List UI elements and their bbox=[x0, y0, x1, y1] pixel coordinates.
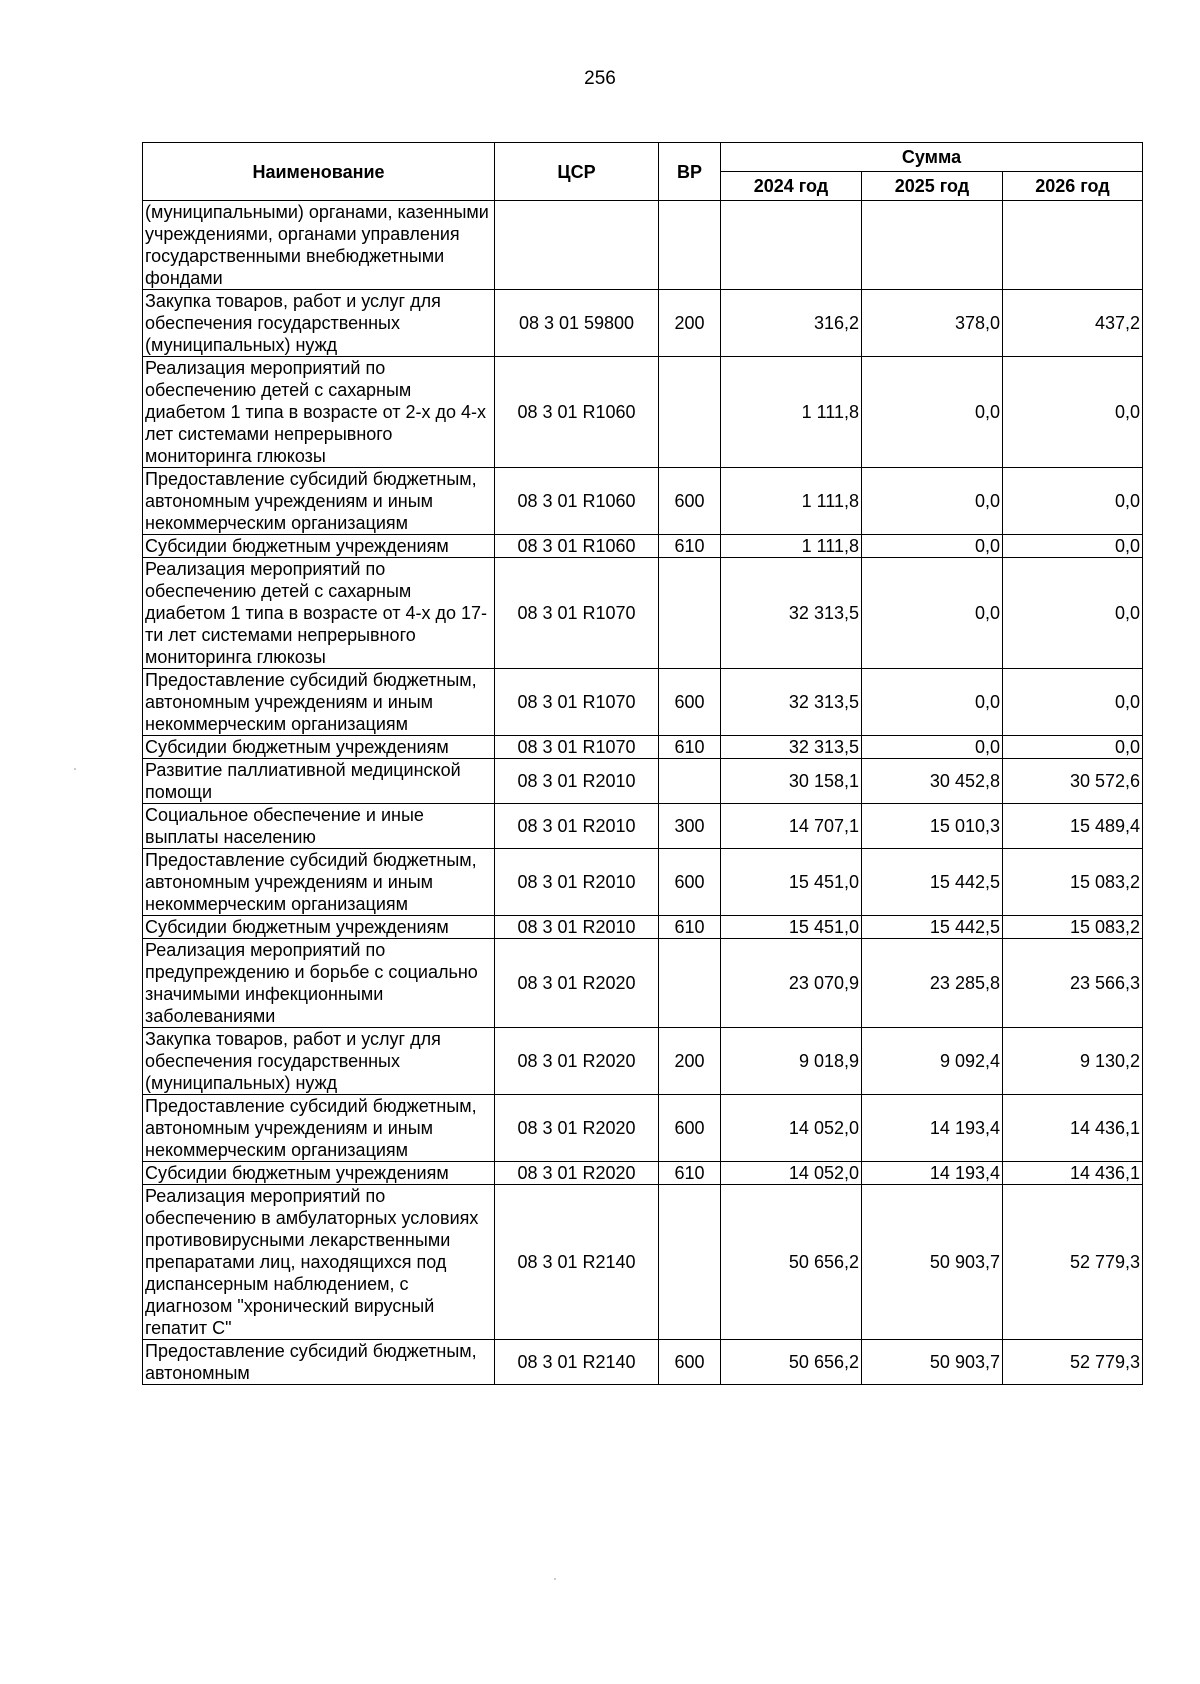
cell-name: Субсидии бюджетным учреждениям bbox=[143, 1162, 495, 1185]
cell-2026: 30 572,6 bbox=[1003, 759, 1143, 804]
header-sum: Сумма bbox=[721, 143, 1143, 172]
cell-2026: 437,2 bbox=[1003, 290, 1143, 357]
cell-2026: 0,0 bbox=[1003, 468, 1143, 535]
cell-2026: 15 083,2 bbox=[1003, 849, 1143, 916]
cell-2026: 14 436,1 bbox=[1003, 1095, 1143, 1162]
cell-2025: 9 092,4 bbox=[862, 1028, 1003, 1095]
table-body bbox=[143, 201, 1143, 1385]
cell-vr bbox=[659, 939, 721, 1028]
cell-name: Реализация мероприятий по обеспечению в амбулаторных условиях противовирусными лекарственными препаратами лиц, находящихся под диспансерным наблюдением, с диагнозом "хронический вирусный гепатит С" bbox=[143, 1185, 495, 1340]
cell-csr: 08 3 01 R2140 bbox=[495, 1185, 659, 1340]
table-row bbox=[143, 1185, 1143, 1340]
cell-name: Закупка товаров, работ и услуг для обеспечения государственных (муниципальных) нужд bbox=[143, 1028, 495, 1095]
table-row bbox=[143, 736, 1143, 759]
cell-2025: 14 193,4 bbox=[862, 1095, 1003, 1162]
cell-2026: 0,0 bbox=[1003, 535, 1143, 558]
cell-2026 bbox=[1003, 201, 1143, 290]
cell-2026: 9 130,2 bbox=[1003, 1028, 1143, 1095]
cell-vr bbox=[659, 201, 721, 290]
header-2025: 2025 год bbox=[862, 172, 1003, 201]
cell-name: Предоставление субсидий бюджетным, автономным учреждениям и иным некоммерческим организациям bbox=[143, 849, 495, 916]
cell-name: Социальное обеспечение и иные выплаты населению bbox=[143, 804, 495, 849]
cell-name: Предоставление субсидий бюджетным, автономным bbox=[143, 1340, 495, 1385]
cell-vr bbox=[659, 558, 721, 669]
cell-vr: 610 bbox=[659, 535, 721, 558]
cell-vr: 600 bbox=[659, 669, 721, 736]
page-number: 256 bbox=[584, 68, 616, 89]
header-2024: 2024 год bbox=[721, 172, 862, 201]
cell-2025: 0,0 bbox=[862, 468, 1003, 535]
scan-speck bbox=[554, 1578, 556, 1580]
cell-2024: 14 052,0 bbox=[721, 1162, 862, 1185]
table-row bbox=[143, 357, 1143, 468]
header-2026: 2026 год bbox=[1003, 172, 1143, 201]
header-csr: ЦСР bbox=[495, 143, 659, 201]
cell-2024: 9 018,9 bbox=[721, 1028, 862, 1095]
cell-name: Реализация мероприятий по обеспечению детей с сахарным диабетом 1 типа в возрасте от 4-х до 17-ти лет системами непрерывного мониторинга глюкозы bbox=[143, 558, 495, 669]
table-row bbox=[143, 939, 1143, 1028]
table-row bbox=[143, 849, 1143, 916]
cell-csr: 08 3 01 59800 bbox=[495, 290, 659, 357]
cell-2025: 50 903,7 bbox=[862, 1185, 1003, 1340]
cell-2024: 1 111,8 bbox=[721, 357, 862, 468]
cell-2024: 14 707,1 bbox=[721, 804, 862, 849]
table-row bbox=[143, 916, 1143, 939]
cell-name: Предоставление субсидий бюджетным, автономным учреждениям и иным некоммерческим организациям bbox=[143, 1095, 495, 1162]
cell-csr bbox=[495, 201, 659, 290]
cell-2025: 30 452,8 bbox=[862, 759, 1003, 804]
cell-2024: 1 111,8 bbox=[721, 468, 862, 535]
cell-name: (муниципальными) органами, казенными учреждениями, органами управления государственными внебюджетными фондами bbox=[143, 201, 495, 290]
table-row bbox=[143, 1095, 1143, 1162]
cell-csr: 08 3 01 R2020 bbox=[495, 1162, 659, 1185]
cell-2024: 23 070,9 bbox=[721, 939, 862, 1028]
cell-2025: 14 193,4 bbox=[862, 1162, 1003, 1185]
cell-2026: 0,0 bbox=[1003, 669, 1143, 736]
cell-vr: 610 bbox=[659, 916, 721, 939]
cell-2025: 378,0 bbox=[862, 290, 1003, 357]
cell-csr: 08 3 01 R1070 bbox=[495, 669, 659, 736]
cell-vr: 610 bbox=[659, 1162, 721, 1185]
cell-vr: 200 bbox=[659, 290, 721, 357]
cell-2024: 50 656,2 bbox=[721, 1340, 862, 1385]
cell-vr: 600 bbox=[659, 1095, 721, 1162]
cell-2024: 316,2 bbox=[721, 290, 862, 357]
cell-vr bbox=[659, 357, 721, 468]
cell-2024: 15 451,0 bbox=[721, 849, 862, 916]
cell-csr: 08 3 01 R1070 bbox=[495, 558, 659, 669]
cell-2026: 15 489,4 bbox=[1003, 804, 1143, 849]
cell-csr: 08 3 01 R2020 bbox=[495, 1028, 659, 1095]
cell-csr: 08 3 01 R2010 bbox=[495, 759, 659, 804]
cell-name: Предоставление субсидий бюджетным, автономным учреждениям и иным некоммерческим организациям bbox=[143, 669, 495, 736]
cell-csr: 08 3 01 R1060 bbox=[495, 535, 659, 558]
cell-vr bbox=[659, 1185, 721, 1340]
cell-2024: 50 656,2 bbox=[721, 1185, 862, 1340]
cell-name: Закупка товаров, работ и услуг для обеспечения государственных (муниципальных) нужд bbox=[143, 290, 495, 357]
cell-2024: 1 111,8 bbox=[721, 535, 862, 558]
table-row bbox=[143, 669, 1143, 736]
cell-2026: 52 779,3 bbox=[1003, 1340, 1143, 1385]
cell-csr: 08 3 01 R1070 bbox=[495, 736, 659, 759]
table-row bbox=[143, 535, 1143, 558]
cell-2024: 32 313,5 bbox=[721, 558, 862, 669]
cell-csr: 08 3 01 R2010 bbox=[495, 804, 659, 849]
table-row bbox=[143, 468, 1143, 535]
cell-csr: 08 3 01 R1060 bbox=[495, 357, 659, 468]
cell-2024: 15 451,0 bbox=[721, 916, 862, 939]
header-vr: ВР bbox=[659, 143, 721, 201]
cell-vr: 200 bbox=[659, 1028, 721, 1095]
cell-2026: 0,0 bbox=[1003, 357, 1143, 468]
cell-csr: 08 3 01 R2020 bbox=[495, 939, 659, 1028]
scan-speck bbox=[74, 768, 76, 770]
table-row bbox=[143, 759, 1143, 804]
cell-2025: 23 285,8 bbox=[862, 939, 1003, 1028]
table-row bbox=[143, 201, 1143, 290]
cell-2025 bbox=[862, 201, 1003, 290]
cell-vr: 600 bbox=[659, 849, 721, 916]
cell-name: Реализация мероприятий по предупреждению и борьбе с социально значимыми инфекционными заболеваниями bbox=[143, 939, 495, 1028]
table-row bbox=[143, 290, 1143, 357]
table-row bbox=[143, 1340, 1143, 1385]
cell-2025: 15 442,5 bbox=[862, 916, 1003, 939]
cell-csr: 08 3 01 R2010 bbox=[495, 849, 659, 916]
cell-2025: 15 442,5 bbox=[862, 849, 1003, 916]
cell-2024: 14 052,0 bbox=[721, 1095, 862, 1162]
cell-vr bbox=[659, 759, 721, 804]
cell-2025: 0,0 bbox=[862, 669, 1003, 736]
cell-vr: 610 bbox=[659, 736, 721, 759]
cell-name: Развитие паллиативной медицинской помощи bbox=[143, 759, 495, 804]
cell-2024 bbox=[721, 201, 862, 290]
cell-2026: 15 083,2 bbox=[1003, 916, 1143, 939]
cell-csr: 08 3 01 R2020 bbox=[495, 1095, 659, 1162]
cell-2024: 30 158,1 bbox=[721, 759, 862, 804]
table-row bbox=[143, 1028, 1143, 1095]
cell-csr: 08 3 01 R2010 bbox=[495, 916, 659, 939]
table-row bbox=[143, 1162, 1143, 1185]
cell-2026: 14 436,1 bbox=[1003, 1162, 1143, 1185]
cell-name: Реализация мероприятий по обеспечению детей с сахарным диабетом 1 типа в возрасте от 2-х до 4-х лет системами непрерывного мониторинга глюкозы bbox=[143, 357, 495, 468]
cell-2025: 0,0 bbox=[862, 736, 1003, 759]
cell-name: Субсидии бюджетным учреждениям bbox=[143, 916, 495, 939]
budget-table bbox=[142, 142, 1143, 1385]
cell-csr: 08 3 01 R1060 bbox=[495, 468, 659, 535]
cell-2025: 0,0 bbox=[862, 558, 1003, 669]
header-name: Наименование bbox=[143, 143, 495, 201]
cell-vr: 600 bbox=[659, 1340, 721, 1385]
cell-vr: 600 bbox=[659, 468, 721, 535]
cell-vr: 300 bbox=[659, 804, 721, 849]
cell-2025: 50 903,7 bbox=[862, 1340, 1003, 1385]
cell-2025: 0,0 bbox=[862, 357, 1003, 468]
cell-2025: 0,0 bbox=[862, 535, 1003, 558]
cell-name: Субсидии бюджетным учреждениям bbox=[143, 736, 495, 759]
cell-2024: 32 313,5 bbox=[721, 736, 862, 759]
cell-2026: 52 779,3 bbox=[1003, 1185, 1143, 1340]
cell-2026: 23 566,3 bbox=[1003, 939, 1143, 1028]
cell-2024: 32 313,5 bbox=[721, 669, 862, 736]
table-row bbox=[143, 804, 1143, 849]
header-row-top bbox=[143, 143, 1143, 172]
cell-2026: 0,0 bbox=[1003, 558, 1143, 669]
cell-2026: 0,0 bbox=[1003, 736, 1143, 759]
cell-2025: 15 010,3 bbox=[862, 804, 1003, 849]
table-row bbox=[143, 558, 1143, 669]
cell-name: Предоставление субсидий бюджетным, автономным учреждениям и иным некоммерческим организациям bbox=[143, 468, 495, 535]
cell-csr: 08 3 01 R2140 bbox=[495, 1340, 659, 1385]
cell-name: Субсидии бюджетным учреждениям bbox=[143, 535, 495, 558]
